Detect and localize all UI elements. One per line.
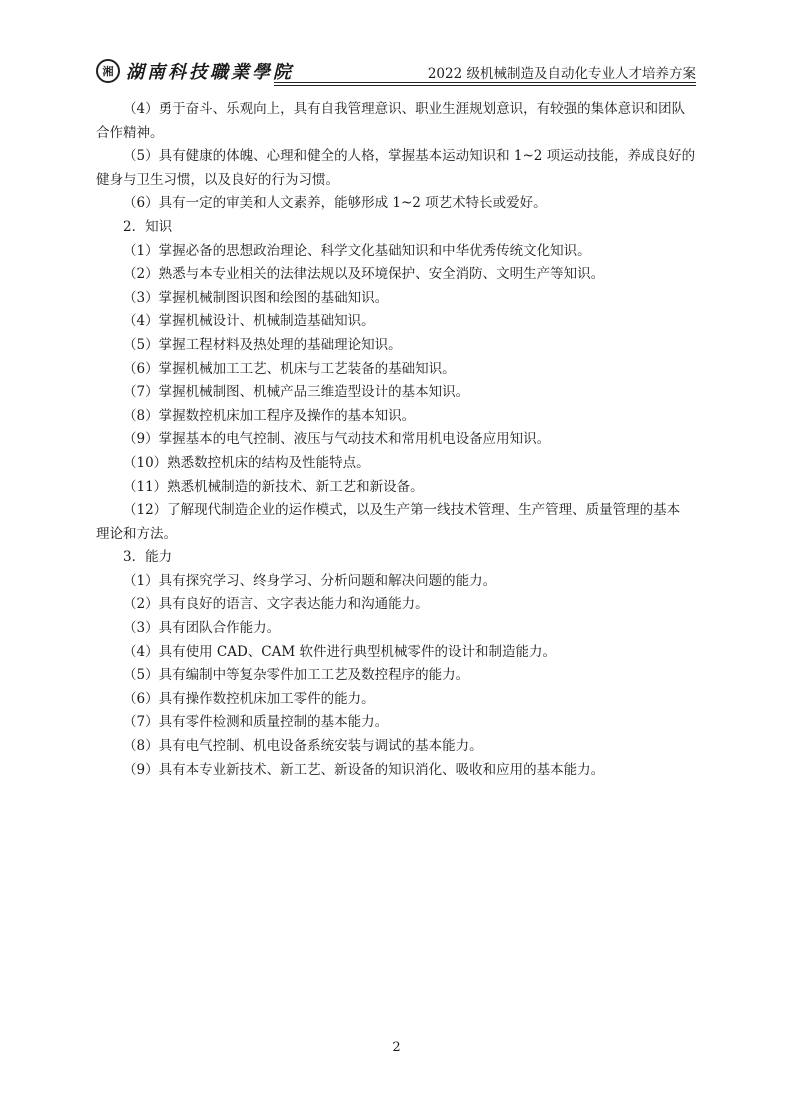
header-rule xyxy=(274,82,696,83)
text-line: （1）掌握必备的思想政治理论、科学文化基础知识和中华优秀传统文化知识。 xyxy=(123,242,591,259)
text-line: （2）熟悉与本专业相关的法律法规以及环境保护、安全消防、文明生产等知识。 xyxy=(123,266,605,283)
text-line: （7）掌握机械制图、机械产品三维造型设计的基本知识。 xyxy=(123,384,470,401)
document-title: 2022 级机械制造及自动化专业人才培养方案 xyxy=(427,66,696,82)
header-rule xyxy=(274,85,696,86)
school-logo xyxy=(96,58,294,84)
text-line: （4）勇于奋斗、乐观向上，具有自我管理意识、职业生涯规划意识，有较强的集体意识和团队 xyxy=(123,101,686,117)
text-line: （8）掌握数控机床加工程序及操作的基本知识。 xyxy=(123,407,416,424)
text-line: （12）了解现代制造企业的运作模式，以及生产第一线技术管理、生产管理、质量管理的基本 xyxy=(123,502,681,519)
text-line: （8）具有电气控制、机电设备系统安装与调试的基本能力。 xyxy=(123,738,483,755)
school-name: 湖南科技職業學院 xyxy=(126,62,294,83)
text-line: 健身与卫生习惯，以及良好的行为习惯。 xyxy=(96,171,339,188)
text-line: （9）具有本专业新技术、新工艺、新设备的知识消化、吸收和应用的基本能力。 xyxy=(123,761,605,778)
text-line: （7）具有零件检测和质量控制的基本能力。 xyxy=(123,714,389,731)
text-line: （6）掌握机械加工工艺、机床与工艺装备的基础知识。 xyxy=(123,360,456,377)
text-line: （6）具有一定的审美和人文素养，能够形成 1~2 项艺术特长或爱好。 xyxy=(123,195,547,212)
text-line: （4）掌握机械设计、机械制造基础知识。 xyxy=(123,313,375,330)
text-line: （6）具有操作数控机床加工零件的能力。 xyxy=(123,690,375,707)
school-seal-icon: 湘 xyxy=(96,59,120,83)
text-line: （5）掌握工程材料及热处理的基础理论知识。 xyxy=(123,336,402,353)
page-number: 2 xyxy=(392,1040,401,1055)
text-line: （5）具有编制中等复杂零件加工工艺及数控程序的能力。 xyxy=(123,667,470,684)
section-heading: 2．知识 xyxy=(123,218,173,235)
text-line: （2）具有良好的语言、文字表达能力和沟通能力。 xyxy=(123,596,429,613)
text-line: 理论和方法。 xyxy=(96,525,177,542)
text-line: （3）掌握机械制图识图和绘图的基础知识。 xyxy=(123,289,389,306)
text-line: （1）具有探究学习、终身学习、分析问题和解决问题的能力。 xyxy=(123,572,497,589)
page-body xyxy=(96,98,698,782)
section-heading: 3．能力 xyxy=(123,549,173,566)
text-line: （3）具有团队合作能力。 xyxy=(123,620,281,637)
text-line: （5）具有健康的体魄、心理和健全的人格，掌握基本运动知识和 1~2 项运动技能，养成良好的 xyxy=(123,148,696,165)
text-line: 合作精神。 xyxy=(96,124,164,141)
text-line: （4）具有使用 CAD、CAM 软件进行典型机械零件的设计和制造能力。 xyxy=(123,643,556,660)
text-line: （10）熟悉数控机床的结构及性能特点。 xyxy=(123,454,370,471)
page-header xyxy=(96,58,696,86)
text-line: （11）熟悉机械制造的新技术、新工艺和新设备。 xyxy=(123,478,424,495)
text-line: （9）掌握基本的电气控制、液压与气动技术和常用机电设备应用知识。 xyxy=(123,431,551,448)
